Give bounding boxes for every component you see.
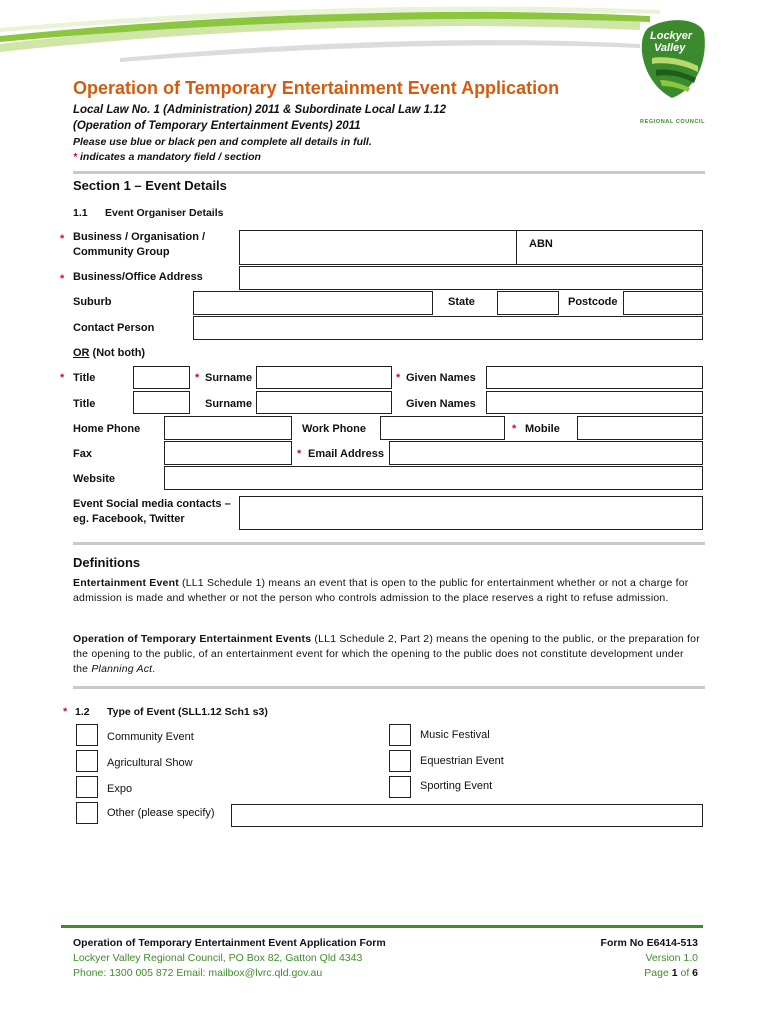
fax-label: Fax <box>73 448 92 460</box>
logo-subtext: REGIONAL COUNCIL <box>640 119 706 125</box>
suburb-label: Suburb <box>73 296 112 308</box>
page-current: 1 <box>671 967 678 979</box>
footer-form-title: Operation of Temporary Entertainment Event Application Form <box>73 937 386 949</box>
agricultural-show-label: Agricultural Show <box>107 757 193 769</box>
other-checkbox[interactable] <box>76 802 98 824</box>
social-media-label: Event Social media contacts – eg. Facebook, Twitter <box>73 498 231 525</box>
business-name-field[interactable] <box>239 230 517 265</box>
divider <box>73 171 705 174</box>
title-input-1[interactable] <box>133 366 190 389</box>
music-festival-checkbox[interactable] <box>389 724 411 746</box>
email-label: Email Address <box>308 448 385 460</box>
given-names-label: Given Names <box>406 372 476 384</box>
required-star: * <box>396 372 401 384</box>
subsection-number: 1.1 <box>73 207 88 219</box>
definition-term: Entertainment Event <box>73 577 179 589</box>
abn-label: ABN <box>529 238 553 250</box>
definitions-heading: Definitions <box>73 555 141 570</box>
definition-entertainment-event <box>73 576 701 606</box>
state-input[interactable] <box>497 291 559 315</box>
fax-input[interactable] <box>164 441 292 465</box>
equestrian-event-checkbox[interactable] <box>389 750 411 772</box>
sporting-event-label: Sporting Event <box>420 780 493 792</box>
required-star: * <box>73 151 78 163</box>
postcode-input[interactable] <box>623 291 703 315</box>
work-phone-label: Work Phone <box>302 423 366 435</box>
surname-label: Surname <box>205 398 253 410</box>
or-text: OR <box>73 347 90 359</box>
agricultural-show-checkbox[interactable] <box>76 750 98 772</box>
logo-text-line2: Valley <box>654 42 686 54</box>
footer-contact: Phone: 1300 005 872 Email: mailbox@lvrc.qld.gov.au <box>73 967 323 979</box>
other-specify-input[interactable] <box>231 804 703 827</box>
required-star: * <box>512 423 517 435</box>
divider <box>73 542 705 545</box>
state-label: State <box>448 296 475 308</box>
address-label: Business/Office Address <box>73 271 203 283</box>
home-phone-input[interactable] <box>164 416 292 440</box>
subtitle-line2: (Operation of Temporary Entertainment Events) 2011 <box>73 120 361 132</box>
footer-version: Version 1.0 <box>645 952 698 964</box>
community-event-checkbox[interactable] <box>76 724 98 746</box>
type-section-number: 1.2 <box>75 706 90 718</box>
expo-checkbox[interactable] <box>76 776 98 798</box>
website-input[interactable] <box>164 466 703 490</box>
page-prefix: Page <box>644 967 672 979</box>
divider <box>73 686 705 689</box>
given-names-label: Given Names <box>406 398 476 410</box>
contact-person-input[interactable] <box>193 316 703 340</box>
title-input-2[interactable] <box>133 391 190 414</box>
surname-input-1[interactable] <box>256 366 392 389</box>
logo-text-line1: Lockyer <box>650 30 693 42</box>
footer-page-number <box>644 966 698 980</box>
expo-label: Expo <box>107 783 133 795</box>
suburb-input[interactable] <box>193 291 433 315</box>
or-not-both-label <box>73 346 145 361</box>
page-title: Operation of Temporary Entertainment Event Application <box>73 78 560 98</box>
postcode-label: Postcode <box>568 296 618 308</box>
title-label: Title <box>73 398 96 410</box>
work-phone-input[interactable] <box>380 416 505 440</box>
definition-italic: Planning Act <box>91 663 153 675</box>
type-section-title: Type of Event (SLL1.12 Sch1 s3) <box>107 706 268 718</box>
required-star: * <box>63 706 68 718</box>
section1-heading: Section 1 – Event Details <box>73 178 227 193</box>
definition-term: Operation of Temporary Entertainment Events <box>73 633 312 645</box>
instruction-text: indicates a mandatory field / section <box>77 151 261 163</box>
subtitle-line1: Local Law No. 1 (Administration) 2011 & Subordinate Local Law 1.12 <box>73 104 446 116</box>
definition-operation-events <box>73 632 701 677</box>
social-media-input[interactable] <box>239 496 703 530</box>
footer-form-number: Form No E6414-513 <box>600 937 698 949</box>
instruction-line2 <box>73 151 261 163</box>
not-both-text: (Not both) <box>89 347 146 359</box>
mobile-input[interactable] <box>577 416 703 440</box>
mobile-label: Mobile <box>525 423 560 435</box>
business-label: Business / Organisation / Community Group <box>73 231 206 258</box>
equestrian-event-label: Equestrian Event <box>420 755 504 767</box>
page-of: of <box>677 967 693 979</box>
sporting-event-checkbox[interactable] <box>389 776 411 798</box>
contact-person-label: Contact Person <box>73 322 155 334</box>
page-total: 6 <box>692 967 698 979</box>
given-names-input-2[interactable] <box>486 391 703 414</box>
website-label: Website <box>73 473 115 485</box>
required-star: * <box>60 372 65 384</box>
other-label: Other (please specify) <box>107 807 215 819</box>
required-star: * <box>297 448 302 460</box>
definition-text: (LL1 Schedule 1) means an event that is open to the public for entertainment whether or not a charge for admission is made and whether or not the person who controls admission to the place reserves a right to refuse admission. <box>73 577 689 604</box>
community-event-label: Community Event <box>107 731 194 743</box>
surname-input-2[interactable] <box>256 391 392 414</box>
instruction-line1: Please use blue or black pen and complete all details in full. <box>73 136 372 148</box>
music-festival-label: Music Festival <box>420 729 490 741</box>
home-phone-label: Home Phone <box>73 423 141 435</box>
email-input[interactable] <box>389 441 703 465</box>
given-names-input-1[interactable] <box>486 366 703 389</box>
address-input[interactable] <box>239 266 703 290</box>
definition-end: . <box>152 663 156 675</box>
definition-text: (LL1 Schedule 2, Part 2) means the opening to the public, or the preparation for the opening to the public, of an entertainment event for which the opening to the public does not constitute development under the <box>73 633 700 675</box>
surname-label: Surname <box>205 372 253 384</box>
footer-address: Lockyer Valley Regional Council, PO Box 82, Gatton Qld 4343 <box>73 952 363 964</box>
required-star: * <box>60 273 65 285</box>
council-logo <box>638 18 708 125</box>
subsection-title: Event Organiser Details <box>105 207 224 219</box>
title-label: Title <box>73 372 96 384</box>
required-star: * <box>195 372 200 384</box>
required-star: * <box>60 233 65 245</box>
footer-divider <box>61 925 703 928</box>
